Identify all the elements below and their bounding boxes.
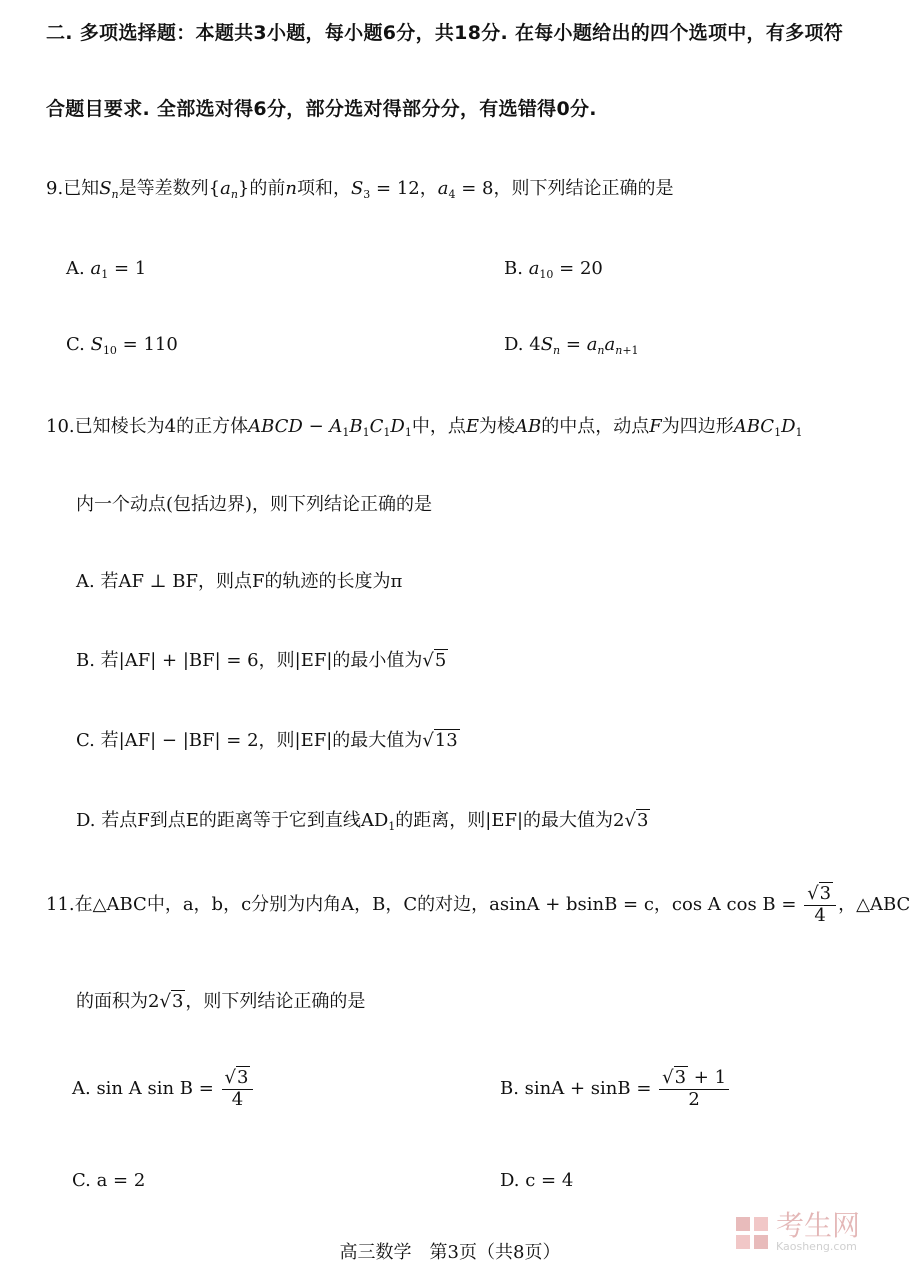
section-title-line2: 合题目要求. 全部选对得6分，部分选对得部分分，有选错得0分. bbox=[46, 98, 597, 120]
q10-option-b: B. 若|AF| + |BF| = 6，则|EF|的最小值为√5 bbox=[76, 650, 447, 671]
q9-option-d: D. $4S_n = a_na_{n+1}$ bbox=[504, 334, 639, 357]
watermark-url: Kaosheng.com bbox=[775, 1240, 857, 1253]
q9-option-c: C. $S_{10} = 110$ bbox=[66, 334, 178, 357]
kaosheng-logo-icon bbox=[734, 1215, 770, 1251]
q11-option-c: C. a = 2 bbox=[72, 1170, 146, 1191]
page-footer: 高三数学 第3页（共8页） bbox=[339, 1242, 561, 1263]
q9-option-b: B. $a_{10} = 20$ bbox=[504, 258, 603, 281]
question-9-stem: 9.已知$S_n$是等差数列$\{a_n\}$的前n项和，$S_3 = 12$，$a_4 = 8$，则下列结论正确的是 bbox=[46, 178, 674, 201]
watermark bbox=[734, 1209, 860, 1253]
question-11-stem-line1: 11.在△ABC中，a，b，c分别为内角A，B，C的对边，asinA + bsinB = c，cos A cos B = $\frac{√3}{4}$ ，△ABC bbox=[46, 883, 910, 926]
q11-option-b: B. sinA + sinB = $\frac{√3 + 1}{2}$ bbox=[500, 1068, 731, 1110]
q10-option-d: D. 若点F到点E的距离等于它到直线$AD_1$的距离，则|EF|的最大值为2√3 bbox=[76, 810, 649, 833]
q11-option-d: D. c = 4 bbox=[500, 1170, 574, 1191]
q9-option-a: A. $a_1 = 1$ bbox=[66, 258, 147, 281]
q10-option-c: C. 若|AF| − |BF| = 2，则|EF|的最大值为√13 bbox=[76, 730, 458, 751]
watermark-text: 考生网 bbox=[775, 1209, 860, 1242]
question-10-stem-line1: 10.已知棱长为4的正方体ABCD − $A_1B_1C_1D_1$中，点E为棱AB的中点，动点F为四边形$ABC_1D_1$ bbox=[46, 416, 803, 439]
section-title-line1: 二. 多项选择题：本题共3小题，每小题6分，共18分. 在每小题给出的四个选项中，有多项符 bbox=[46, 22, 844, 44]
q10-option-a: A. 若AF ⊥ BF，则点F的轨迹的长度为π bbox=[76, 571, 403, 592]
question-11-stem-line2: 的面积为2√3 ，则下列结论正确的是 bbox=[76, 991, 366, 1012]
q11-option-a: A. sin A sin B = $\frac{√3}{4}$ bbox=[72, 1068, 255, 1110]
question-10-stem-line2: 内一个动点(包括边界)，则下列结论正确的是 bbox=[76, 494, 433, 515]
